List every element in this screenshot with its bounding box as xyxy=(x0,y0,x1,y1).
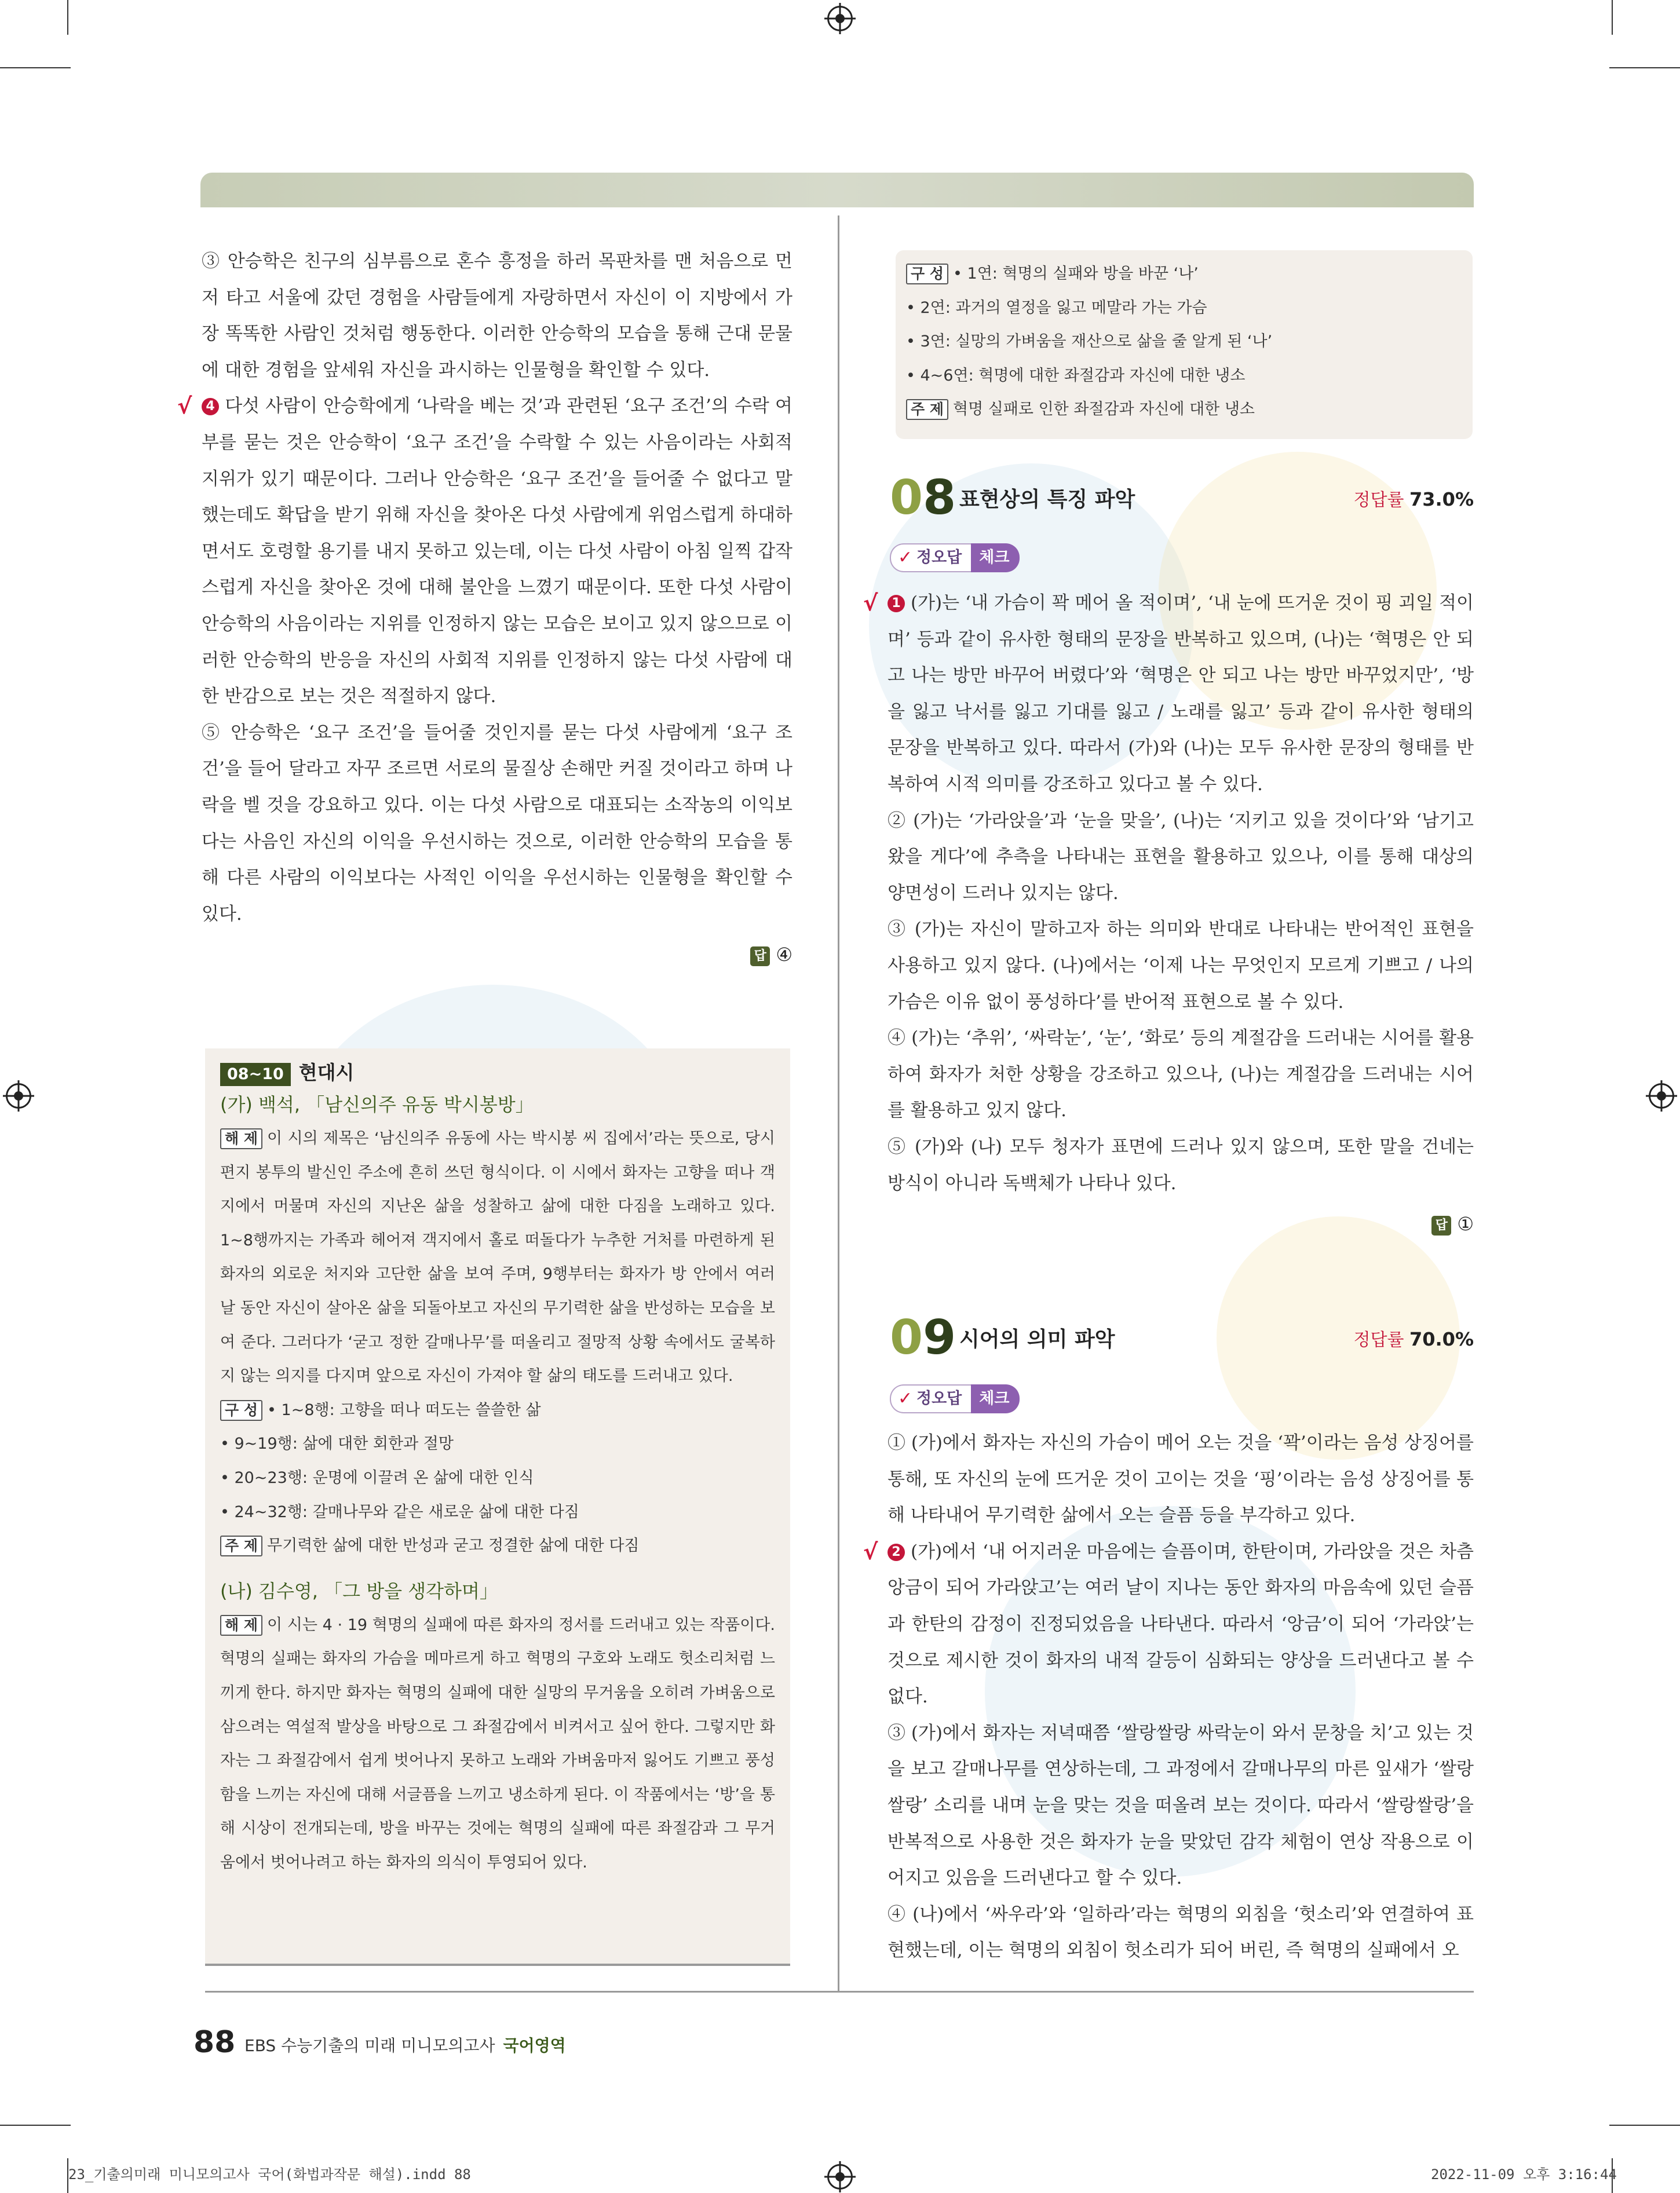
registration-mark-icon xyxy=(827,2164,853,2190)
q09-item-3: ③ (가)에서 화자는 저녁때쯤 ‘쌀랑쌀랑 싸락눈이 와서 문창을 치’고 있는 것을 보고 갈매나무를 연상하는데, 그 과정에서 갈매나무의 마른 잎새가 ‘쌀랑쌀랑’ 소리를 내며 눈을 맞는 것을 떠올려 보는 것이다. 따라서 ‘쌀랑쌀랑’을 반복적으로 사용한 것은 화자가 눈을 맞았던 감각 체험이 연상 작용으로 이어지고 있음을 드러낸다고 할 수 있다. xyxy=(888,1722,1474,1889)
page-number: 88 xyxy=(193,2025,236,2060)
column-divider xyxy=(838,215,839,1991)
question-number: 08 xyxy=(890,470,956,525)
crop-mark xyxy=(1609,2125,1680,2126)
crop-mark xyxy=(0,67,71,68)
check-mark-icon: √ xyxy=(177,393,192,419)
crop-mark xyxy=(1612,0,1613,35)
explanation-text: 다섯 사람이 안승학에게 ‘나락을 베는 것’과 관련된 ‘요구 조건’의 수락 여부를 묻는 것은 안승학이 ‘요구 조건’을 수락할 수 있는 사음이라는 사회적 지위가 있기 때문이다. 그러나 안승학은 ‘요구 조건’을 들어줄 수 없다고 말했는데도 확답을 받기 위해 자신을 찾아온 다섯 사람에게 위엄스럽게 하대하면서도 호령할 용기를 내지 못하고 있는데, 이는 다섯 사람이 아침 일찍 갑작스럽게 자신을 찾아온 것에 대해 불안을 느꼈기 때문이다. 또한 다섯 사람이 안승학의 사음이라는 지위를 인정하지 않는 모습은 보이고 있지 않으므로 이러한 안승학의 반응을 자신의 사회적 지위를 인정하지 않는 다섯 사람에 대한 반감으로 보는 것은 적절하지 않다. xyxy=(202,396,792,707)
gusung-tag: 구 성 xyxy=(906,264,948,284)
explanation-item-4 xyxy=(177,388,792,714)
answer-icon: 답 xyxy=(750,946,770,966)
registration-mark-icon xyxy=(6,1083,31,1109)
print-slug-file: 23_기출의미래 미니모의고사 국어(화법과작문 해설).indd 88 xyxy=(68,2166,471,2183)
header-band xyxy=(200,173,1474,207)
check-mark-icon: √ xyxy=(863,1538,878,1565)
q09-item-2 xyxy=(863,1534,1474,1715)
bottom-rule xyxy=(205,1991,1474,1993)
question-08-body xyxy=(863,585,1474,1236)
registration-mark-icon xyxy=(1649,1083,1674,1109)
q09-item-1: ① (가)에서 화자는 자신의 가슴이 메어 오는 것을 ‘꽉’이라는 음성 상징어를 통해, 또 자신의 눈에 뜨거운 것이 고이는 것을 ‘핑’이라는 음성 상징어를 통해 나타내어 무기력한 삶에서 오는 슬픔 등을 부각하고 있다. xyxy=(888,1432,1474,1526)
running-footer xyxy=(244,2033,566,2056)
explanation-text: (가)에서 ‘내 어지러운 마음에는 슬픔이며, 한탄이며, 가라앉을 것은 차츰 앙금이 되어 가라앉고’는 여러 날이 지나는 동안 화자의 마음속에 있던 슬픔과 한탄의 감정이 진정되었음을 나타낸다. 따라서 ‘앙금’이 되어 ‘가라앉’는 것으로 제시한 것이 화자의 내적 갈등이 심화되는 양상을 드러낸다고 볼 수 없다. xyxy=(888,1541,1474,1708)
structure-item: • 4~6연: 혁명에 대한 좌절감과 자신에 대한 냉소 xyxy=(906,366,1246,385)
print-slug-date: 2022-11-09 오후 3:16:44 xyxy=(1431,2166,1617,2183)
poem-b-title: (나) 김수영, 「그 방을 생각하며」 xyxy=(220,1580,498,1602)
structure-item: • 20~23행: 운명에 이끌려 온 삶에 대한 인식 xyxy=(220,1468,534,1487)
theme-text: 혁명 실패로 인한 좌절감과 자신에 대한 냉소 xyxy=(953,400,1255,419)
answer-number-badge: 2 xyxy=(888,1544,905,1561)
poem-b-theme xyxy=(906,393,1462,427)
q09-item-4: ④ (나)에서 ‘싸우라’와 ‘일하라’라는 혁명의 외침을 ‘헛소리’와 연결하여 표현했는데, 이는 혁명의 외침이 헛소리가 되어 버린, 즉 혁명의 실패에서 오 xyxy=(888,1903,1474,1961)
question-number: 09 xyxy=(890,1310,956,1365)
gusung-tag: 구 성 xyxy=(220,1400,262,1421)
explanation-item-3: ③ 안승학은 친구의 심부름으로 혼수 흥정을 하러 목판차를 맨 처음으로 먼저 타고 서울에 갔던 경험을 사람들에게 자랑하면서 자신이 이 지방에서 가장 똑똑한 사람인 것처럼 행동한다. 이러한 안승학의 모습을 통해 근대 문물에 대한 경험을 앞세워 자신을 과시하는 인물형을 확인할 수 있다. xyxy=(202,251,792,381)
poem-b-description xyxy=(220,1609,775,1880)
question-09-header xyxy=(890,1310,1474,1365)
description-text: 이 시는 4 · 19 혁명의 실패에 따른 화자의 정서를 드러내고 있는 작품이다. 혁명의 실패는 화자의 가슴을 메마르게 하고 혁명의 구호와 노래도 헛소리처럼 느끼게 한다. 하지만 화자는 혁명의 실패에 대한 실망의 무거움을 오히려 가벼움으로 삼으려는 역설적 발상을 바탕으로 그 좌절감에서 비켜서고 싶어 한다. 그렇지만 화자는 그 좌절감에서 쉽게 벗어나지 못하고 노래와 가벼움마저 잃어도 기쁘고 풍성함을 느끼는 자신에 대해 서글픔을 느끼고 냉소하게 된다. 이 작품에서는 ‘방’을 통해 시상이 전개되는데, 방을 바꾸는 것에는 혁명의 실패에 따른 좌절감과 그 무거움에서 벗어나려고 하는 화자의 의식이 투영되어 있다. xyxy=(220,1615,775,1872)
haeje-tag: 해 제 xyxy=(220,1128,262,1149)
answer-check-badge xyxy=(890,1384,1020,1411)
structure-item: • 2연: 과거의 열정을 잃고 메말라 가는 가슴 xyxy=(906,298,1207,317)
subject-title: 국어영역 xyxy=(503,2036,566,2055)
answer-check-badge xyxy=(890,543,1020,570)
answer-line xyxy=(202,944,792,966)
poem-a-description xyxy=(220,1122,775,1394)
structure-item: • 9~19행: 삶에 대한 회한과 절망 xyxy=(220,1435,454,1453)
structure-item: • 1~8행: 고향을 떠나 떠도는 쓸쓸한 삶 xyxy=(267,1401,541,1419)
section-range-badge: 08~10 xyxy=(220,1063,291,1086)
answer-value: ① xyxy=(1457,1213,1474,1236)
answer-value: ④ xyxy=(776,944,792,966)
passage-info-box xyxy=(205,1048,790,1966)
structure-item: • 3연: 실망의 가벼움을 재산으로 삶을 줄 알게 된 ‘나’ xyxy=(906,332,1273,351)
registration-mark-icon xyxy=(827,6,853,31)
explanation-item-5: ⑤ 안승학은 ‘요구 조건’을 들어줄 것인지를 묻는 다섯 사람에게 ‘요구 조건’을 들어 달라고 자꾸 조르면 서로의 물질상 손해만 커질 것이라고 하며 나락을 벨 것을 강요하고 있다. 이는 다섯 사람으로 대표되는 소작농의 이익보다는 사음인 자신의 이익을 우선시하는 것으로, 이러한 안승학의 모습을 통해 다른 사람의 이익보다는 사적인 이익을 우선시하는 인물형을 확인할 수 있다. xyxy=(202,722,792,924)
accuracy-rate: 정답률 70.0% xyxy=(1353,1328,1474,1350)
check-label-2: 체크 xyxy=(969,1384,1020,1413)
crop-mark xyxy=(67,0,68,35)
book-title: EBS 수능기출의 미래 미니모의고사 xyxy=(244,2036,495,2055)
answer-number-badge: 1 xyxy=(888,595,905,612)
check-label: ✓ 정오답 xyxy=(890,543,971,572)
q08-item-5: ⑤ (가)와 (나) 모두 청자가 표면에 드러나 있지 않으며, 또한 말을 건네는 방식이 아니라 독백체가 나타나 있다. xyxy=(888,1136,1474,1194)
question-title: 표현상의 특징 파악 xyxy=(959,488,1135,511)
question-08-header xyxy=(890,470,1474,525)
check-mark-icon: √ xyxy=(863,590,878,616)
q08-item-2: ② (가)는 ‘가라앉을’과 ‘눈을 맞을’, (나)는 ‘지키고 있을 것이다’와 ‘남기고 왔을 게다’에 추측을 나타내는 표현을 활용하고 있으나, 이를 통해 대상의 양면성이 드러나 있지는 않다. xyxy=(888,810,1474,904)
section-title: 현대시 xyxy=(298,1061,355,1084)
left-column xyxy=(177,243,792,966)
structure-item: • 24~32행: 갈매나무와 같은 새로운 삶에 대한 다짐 xyxy=(220,1503,579,1521)
explanation-text: (가)는 ‘내 가슴이 꽉 메어 올 적이며’, ‘내 눈에 뜨거운 것이 핑 괴일 적이며’ 등과 같이 유사한 형태의 문장을 반복하고 있으며, (나)는 ‘혁명은 안 되고 나는 방만 바꾸어 버렸다’와 ‘혁명은 안 되고 나는 방만 바꾸었지만’, ‘방을 잃고 낙서를 잃고 기대를 잃고 / 노래를 잃고’ 등과 같이 유사한 형태의 문장을 반복하고 있다. 따라서 (가)와 (나)는 모두 유사한 문장의 형태를 반복하여 시적 의미를 강조하고 있다고 볼 수 있다. xyxy=(888,593,1474,795)
poem-a-theme xyxy=(220,1529,775,1563)
check-label: ✓ 정오답 xyxy=(890,1384,971,1413)
poem-a-structure xyxy=(220,1394,775,1529)
question-title: 시어의 의미 파악 xyxy=(959,1328,1115,1351)
accuracy-rate: 정답률 73.0% xyxy=(1353,488,1474,510)
juje-tag: 주 제 xyxy=(220,1536,262,1556)
poem-a-title: (가) 백석, 「남신의주 유동 박시봉방」 xyxy=(220,1094,534,1116)
answer-line xyxy=(888,1213,1474,1236)
description-text: 이 시의 제목은 ‘남신의주 유동에 사는 박시봉 씨 집에서’라는 뜻으로, 당시 편지 봉투의 발신인 주소에 흔히 쓰던 형식이다. 이 시에서 화자는 고향을 떠나 객지에서 머물며 자신의 지난온 삶을 성찰하고 삶에 대한 다짐을 노래하고 있다. 1~8행까지는 가족과 헤어져 객지에서 홀로 떠돌다가 누추한 거처를 마련하게 된 화자의 외로운 처지와 고단한 삶을 보여 주며, 9행부터는 화자가 방 안에서 여러 날 동안 자신이 살아온 삶을 되돌아보고 자신의 무기력한 삶을 반성하는 모습을 보여 준다. 그러다가 ‘굳고 정한 갈매나무’를 떠올리고 절망적 상황 속에서도 굴복하지 않는 의지를 다지며 앞으로 자신이 가져야 할 삶의 태도를 드러내고 있다. xyxy=(220,1130,775,1386)
section-heading xyxy=(220,1058,775,1086)
poem-b-structure xyxy=(906,257,1462,393)
passage-info-box-continued xyxy=(896,250,1473,439)
crop-mark xyxy=(0,2125,71,2126)
answer-icon: 답 xyxy=(1431,1216,1451,1236)
check-label-2: 체크 xyxy=(969,543,1020,572)
question-09-body xyxy=(863,1425,1474,1969)
q08-item-1 xyxy=(863,585,1474,803)
haeje-tag: 해 제 xyxy=(220,1615,262,1636)
crop-mark xyxy=(1609,67,1680,68)
answer-number-badge: 4 xyxy=(202,398,219,415)
q08-item-3: ③ (가)는 자신이 말하고자 하는 의미와 반대로 나타내는 반어적인 표현을 사용하고 있지 않다. (나)에서는 ‘이제 나는 무엇인지 모르게 기쁘고 / 나의 가슴은 이유 없이 풍성하다’를 반어적 표현으로 볼 수 있다. xyxy=(888,919,1474,1013)
juje-tag: 주 제 xyxy=(906,399,948,420)
theme-text: 무기력한 삶에 대한 반성과 굳고 정결한 삶에 대한 다짐 xyxy=(267,1537,640,1555)
structure-item: • 1연: 혁명의 실패와 방을 바꾼 ‘나’ xyxy=(953,265,1199,283)
q08-item-4: ④ (가)는 ‘추위’, ‘싸락눈’, ‘눈’, ‘화로’ 등의 계절감을 드러내는 시어를 활용하여 화자가 처한 상황을 강조하고 있으나, (나)는 계절감을 드러내는 시어를 활용하고 있지 않다. xyxy=(888,1028,1474,1121)
